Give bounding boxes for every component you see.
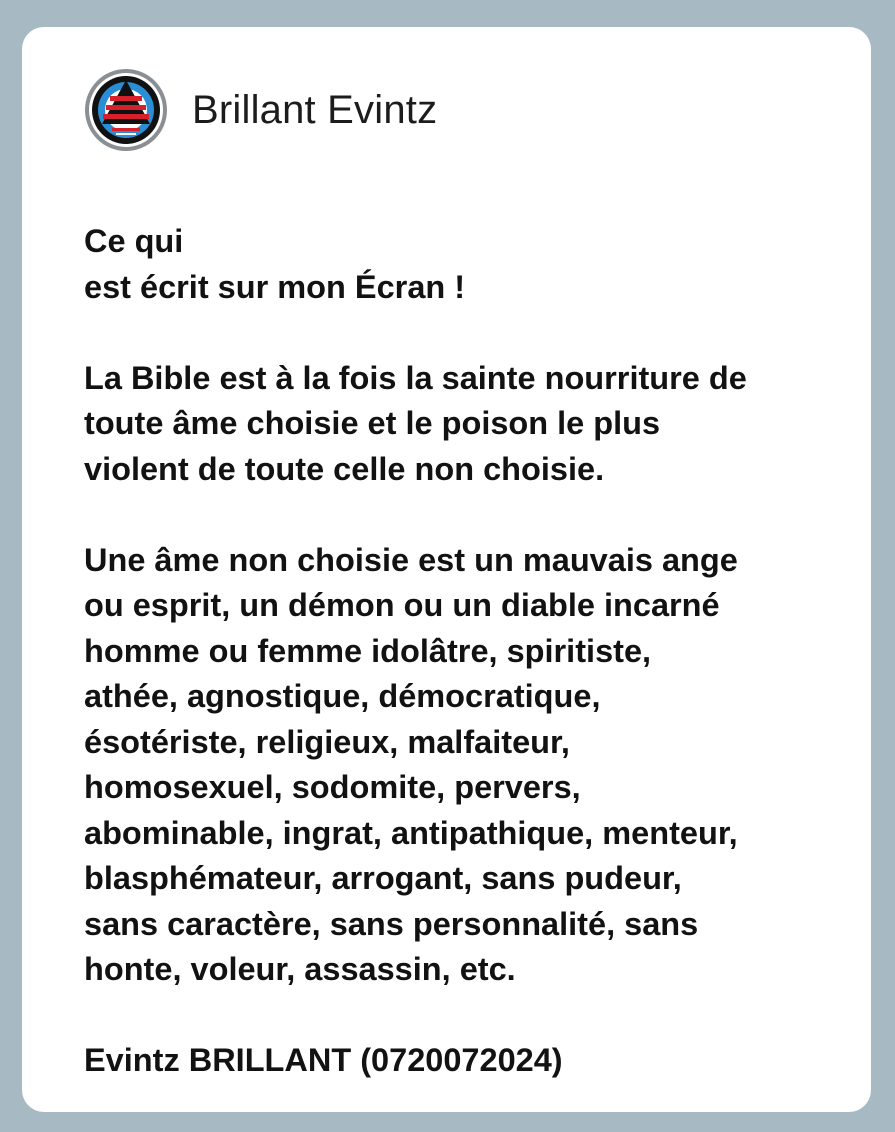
post-paragraph-bible: La Bible est à la fois la sainte nourriture de toute âme choisie et le poison le plus violent de toute celle non choisie.: [84, 359, 747, 487]
author-name[interactable]: Brillant Evintz: [192, 87, 438, 132]
post-card: [22, 27, 871, 1112]
post-paragraph-definition: Une âme non choisie est un mauvais ange ou esprit, un démon ou un diable incarné homme ou femme idolâtre, spiritiste, athée, agnostique, démocratique, ésotériste, religieux, malfaiteur, homosexuel, sodomite, pervers, abominable, ingrat, antipathique, menteur, blasphémateur, arrogant, sans pudeur, sans caractère, sans personnalité, sans honte, voleur, assassin, etc.: [84, 541, 738, 987]
post-body: [84, 219, 824, 1084]
post-paragraph-intro: Ce qui est écrit sur mon Écran !: [84, 223, 466, 305]
post-signature: Evintz BRILLANT (0720072024): [84, 1042, 563, 1078]
emblem-logo-icon[interactable]: [84, 68, 168, 152]
post-header: [84, 67, 437, 153]
